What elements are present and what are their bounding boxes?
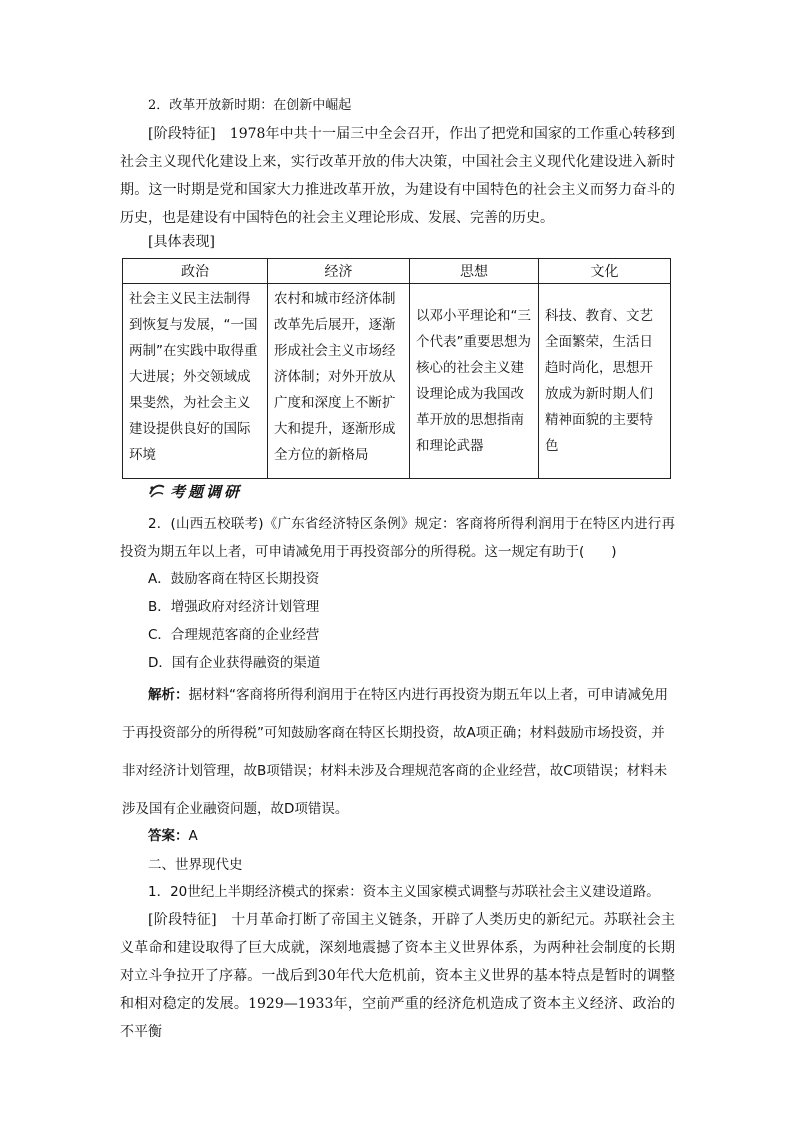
- world-phase-paragraph: [阶段特征] 十月革命打断了帝国主义链条，开辟了人类历史的新纪元。苏联社会主义革命和建设取得了巨大成就，深刻地震撼了资本主义世界体系，为两种社会制度的长期对立斗争拉开了序幕。一战后到30年代大危机前，资本主义世界的基本特点是暂时的调整和相对稳定的发展。1929—1933年，空前严重的经济危机造成了资本主义经济、政治的不平衡: [120, 912, 675, 1040]
- option-d: D．国有企业获得融资的渠道: [148, 655, 321, 671]
- table-cell-economy: 农村和城市经济体制改革先后展开，逐渐形成社会主义市场经济体制；对外开放从广度和深度上不断扩大和提升，逐渐形成全方位的新格局: [268, 284, 410, 479]
- option-c: C．合理规范客商的企业经营: [148, 627, 320, 643]
- table-cell-politics: 社会主义民主法制得到恢复与发展，“一国两制”在实践中取得重大进展；外交领域成果斐然，为社会主义建设提供良好的国际环境: [123, 284, 268, 479]
- table-cell-culture: 科技、教育、文艺全面繁荣，生活日趋时尚化，思想开放成为新时期人们精神面貌的主要特色: [539, 284, 671, 479]
- answer: 答案：A: [148, 828, 198, 844]
- option-a: A．鼓励客商在特区长期投资: [148, 571, 320, 587]
- question-text: 2．(山西五校联考)《广东省经济特区条例》规定：客商将所得利润用于在特区内进行再投资为期五年以上者，可申请减免用于再投资部分的所得税。这一规定有助于( ): [120, 516, 675, 560]
- table-header-row: [123, 259, 671, 284]
- phase-feature-paragraph: [阶段特征] 1978年中共十一届三中全会召开，作出了把党和国家的工作重心转移到社会主义现代化建设上来，实行改革开放的伟大决策，中国社会主义现代化建设进入新时期。这一时期是党和国家大力推进改革开放，为建设有中国特色的社会主义而努力奋斗的历史，也是建设有中国特色的社会主义理论形成、发展、完善的历史。: [120, 126, 675, 226]
- explanation: 解析：据材料“客商将所得利润用于在特区内进行再投资为期五年以上者，可申请减免用于再投资部分的所得税”可知鼓励客商在特区长期投资，故A项正确；材料鼓励市场投资，并非对经济计划管理，故B项错误；材料未涉及合理规范客商的企业经营，故C项错误；材料未涉及国有企业融资问题，故D项错误。: [122, 687, 668, 817]
- concrete-label: [具体表现]: [148, 234, 215, 250]
- table-header: 政治: [123, 259, 268, 284]
- kaoti-heading: 考题调研: [148, 480, 242, 502]
- section-title: 2．改革开放新时期：在创新中崛起: [148, 98, 352, 113]
- phase-table: [122, 258, 671, 479]
- table-row: [123, 284, 671, 479]
- world-heading: 二、世界现代史: [148, 857, 243, 873]
- table-header: 文化: [539, 259, 671, 284]
- option-b: B．增强政府对经济计划管理: [148, 599, 320, 615]
- swirl-icon: [148, 482, 166, 500]
- table-header: 思想: [410, 259, 539, 284]
- world-subheading: 1．20世纪上半期经济模式的探索：资本主义国家模式调整与苏联社会主义建设道路。: [148, 884, 660, 900]
- table-header: 经济: [268, 259, 410, 284]
- table-cell-thought: 以邓小平理论和“三个代表”重要思想为核心的社会主义建设理论成为我国改革开放的思想指南和理论武器: [410, 284, 539, 479]
